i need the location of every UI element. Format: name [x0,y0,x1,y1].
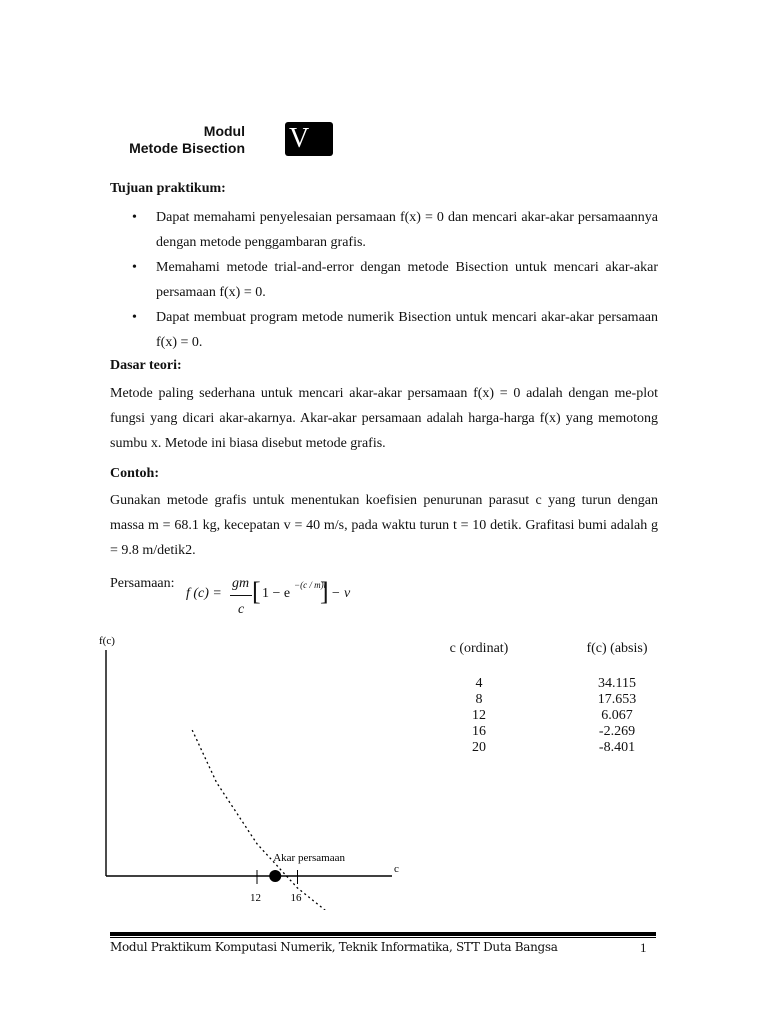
results-table [440,640,656,756]
root-annotation: Akar persamaan [273,852,346,864]
equation-tail: − v [331,586,351,601]
objective-text: Dapat memahami penyelesaian persamaan f(x) = 0 dan mencari akar-akar persamaannya dengan metode penggambaran grafis. [156,210,658,250]
table-row [440,724,656,740]
module-title [100,123,245,157]
bullet-icon: • [132,260,137,275]
column-header-fc: f(c) (absis) [586,641,648,656]
example-heading: Contoh: [110,466,160,481]
list-item [110,305,658,355]
table-cell: 6.067 [601,708,633,723]
x-tick-label: 16 [290,892,302,904]
table-cell: 12 [472,708,486,723]
table-cell: 4 [475,676,483,691]
table-cell: 20 [472,740,486,755]
table-cell: -8.401 [598,740,636,755]
root-point [269,870,281,882]
table-row [440,708,656,724]
footer-rule [110,932,656,936]
table-cell: -2.269 [598,724,636,739]
objective-text: Dapat membuat program metode numerik Bisection untuk mencari akar-akar persamaan f(x) = 0. [156,310,658,350]
equation-bracket-body: 1 − e [262,586,291,601]
equation-denominator: c [238,602,245,617]
x-axis-label: c [394,863,399,875]
table-cell: 34.115 [598,676,636,691]
objectives-heading: Tujuan praktikum: [110,181,226,196]
table-row [440,676,656,692]
module-topic: Metode Bisection [129,140,245,156]
table-row [440,740,656,756]
module-number-badge: V [285,122,333,156]
bracket-right: ] [320,577,329,606]
equation-lhs: f (c) = [186,586,222,601]
footer-rule-thin [110,937,656,938]
fraction-bar [230,595,252,596]
equation-exponent: −(c / m)t [294,580,327,590]
example-paragraph: Gunakan metode grafis untuk menentukan koefisien penurunan parasut c yang turun dengan massa m = 68.1 kg, kecepatan v = 40 m/s, pada waktu turun t = 10 detik. Grafitasi bumi adalah g = 9.8 m/detik2. [110,493,658,558]
table-cell: 17.653 [597,692,637,707]
equation-numerator: gm [232,576,250,591]
footer-text: Modul Praktikum Komputasi Numerik, Teknik Informatika, STT Duta Bangsa [110,940,558,954]
list-item [110,205,658,255]
table-header-row [440,640,656,658]
data-curve [192,730,338,910]
bullet-icon: • [132,310,137,325]
table-row [440,692,656,708]
module-label: Modul [203,123,245,139]
page-number: 1 [640,940,647,955]
list-item [110,255,658,305]
x-tick-label: 12 [250,892,261,904]
objectives-list [110,205,658,355]
bullet-icon: • [132,210,137,225]
theory-paragraph: Metode paling sederhana untuk mencari akar-akar persamaan f(x) = 0 adalah dengan me-plot fungsi yang dicari akar-akarnya. Akar-akar persamaan adalah harga-harga f(x) yang memotong sumbu x. Metode ini biasa disebut metode grafis. [110,386,658,451]
objective-text: Memahami metode trial-and-error dengan metode Bisection untuk mencari akar-akar persamaan f(x) = 0. [156,260,658,300]
table-cell: 16 [472,724,486,739]
chart [90,628,420,910]
y-axis-label: f(c) [99,635,115,647]
table-cell: 8 [475,692,483,707]
equation-label: Persamaan: [110,576,175,591]
bracket-left: [ [252,577,261,606]
theory-heading: Dasar teori: [110,358,182,373]
column-header-c: c (ordinat) [449,641,509,656]
